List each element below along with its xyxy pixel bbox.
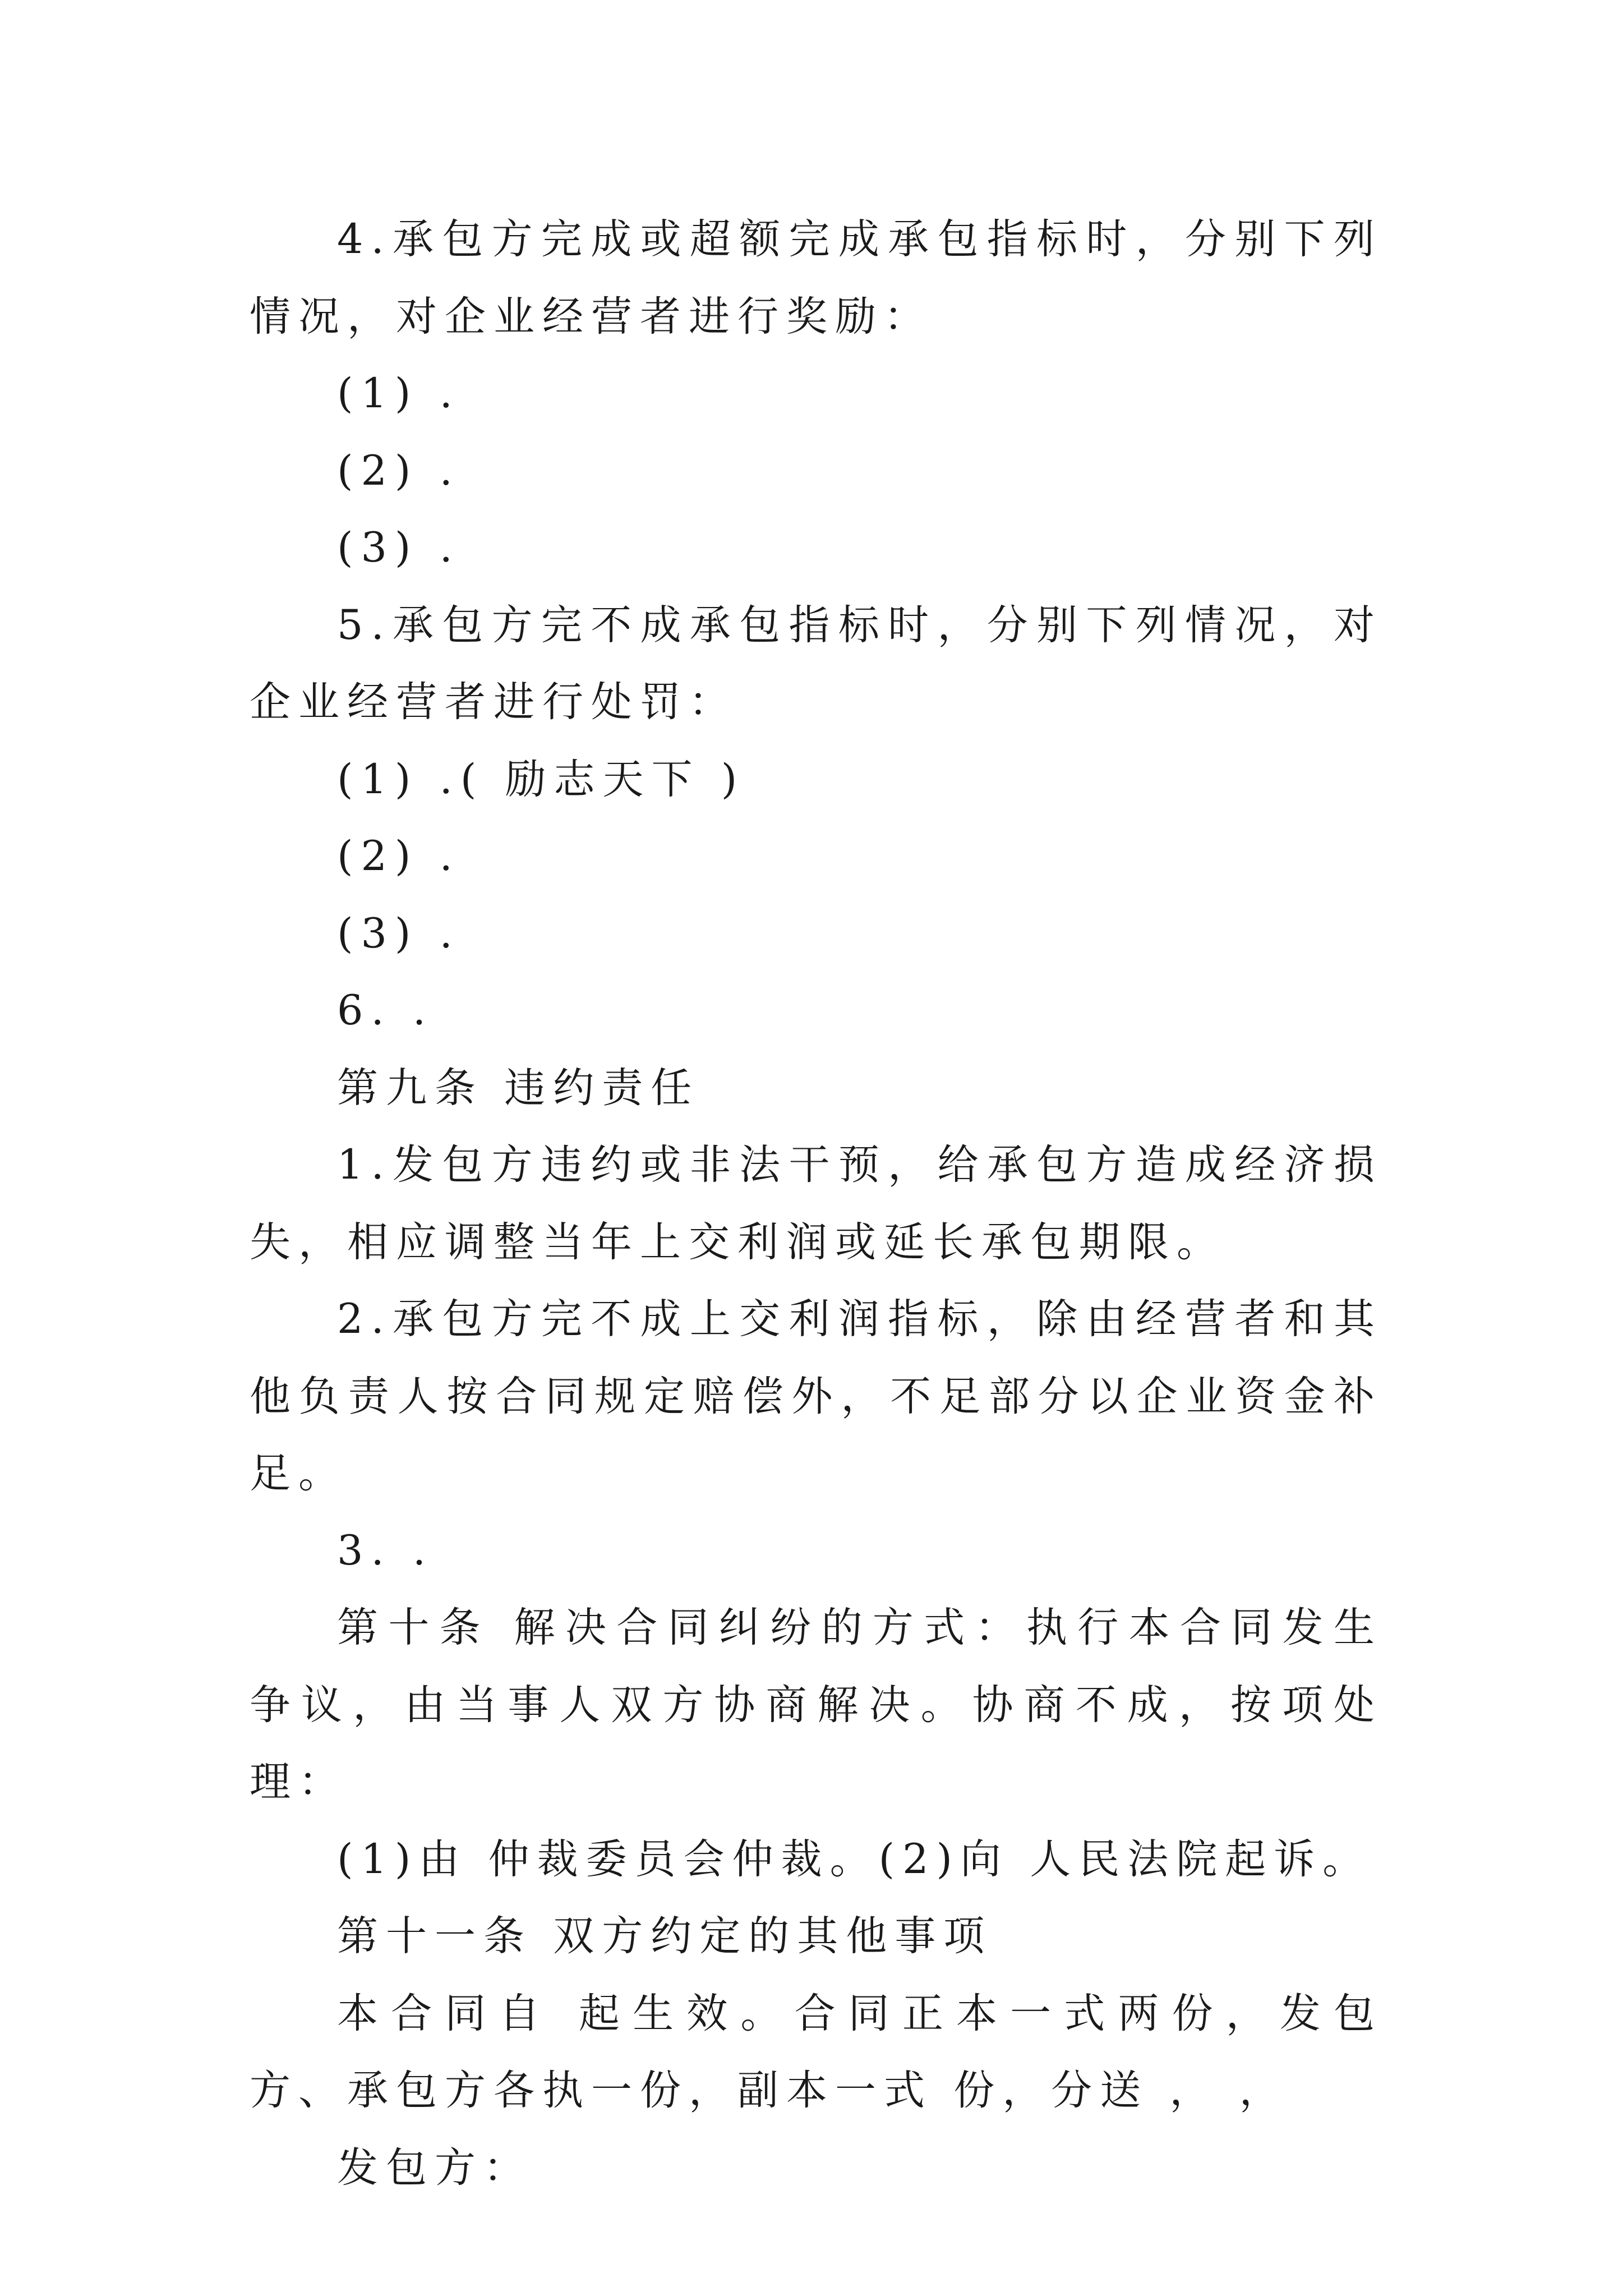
breach-item-3: 3. . [337, 1526, 434, 1575]
article-11-heading: 第十一条 双方约定的其他事项 [337, 1912, 993, 1960]
paragraph-article-10-dispute: 第十条 解决合同纠纷的方式：执行本合同发生争议，由当事人双方协商解决。协商不成，按项处理： [250, 1604, 1382, 1806]
article-9-heading: 第九条 违约责任 [337, 1064, 700, 1112]
reward-item-1: (1) . [337, 370, 460, 417]
paragraph-penalty-clause: 5.承包方完不成承包指标时，分别下列情况，对企业经营者进行处罚： [250, 601, 1382, 726]
penalty-item-1: (1) .( 励志天下 ) [337, 755, 745, 803]
paragraph-breach-2: 2.承包方完不成上交利润指标，除由经营者和其他负责人按合同规定赔偿外，不足部分以企业资金补足。 [250, 1295, 1382, 1497]
document-body [250, 201, 1382, 2206]
paragraph-reward-clause: 4.承包方完成或超额完成承包指标时，分别下列情况，对企业经营者进行奖励： [250, 215, 1382, 341]
clause-item-6: 6. . [337, 987, 434, 1034]
reward-item-3: (3) . [337, 524, 460, 572]
dispute-options: (1)由 仲裁委员会仲裁。(2)向 人民法院起诉。 [337, 1835, 1372, 1883]
paragraph-breach-1: 1.发包方违约或非法干预，给承包方造成经济损失，相应调整当年上交利润或延长承包期限。 [250, 1141, 1382, 1266]
reward-item-2: (2) . [337, 447, 460, 495]
paragraph-effective-copies: 本合同自 起生效。合同正本一式两份，发包方、承包方各执一份，副本一式 份，分送 ， ， [250, 1989, 1382, 2114]
penalty-item-2: (2) . [337, 832, 460, 880]
penalty-item-3: (3) . [337, 909, 460, 958]
signature-employer-label: 发包方： [337, 2143, 532, 2192]
